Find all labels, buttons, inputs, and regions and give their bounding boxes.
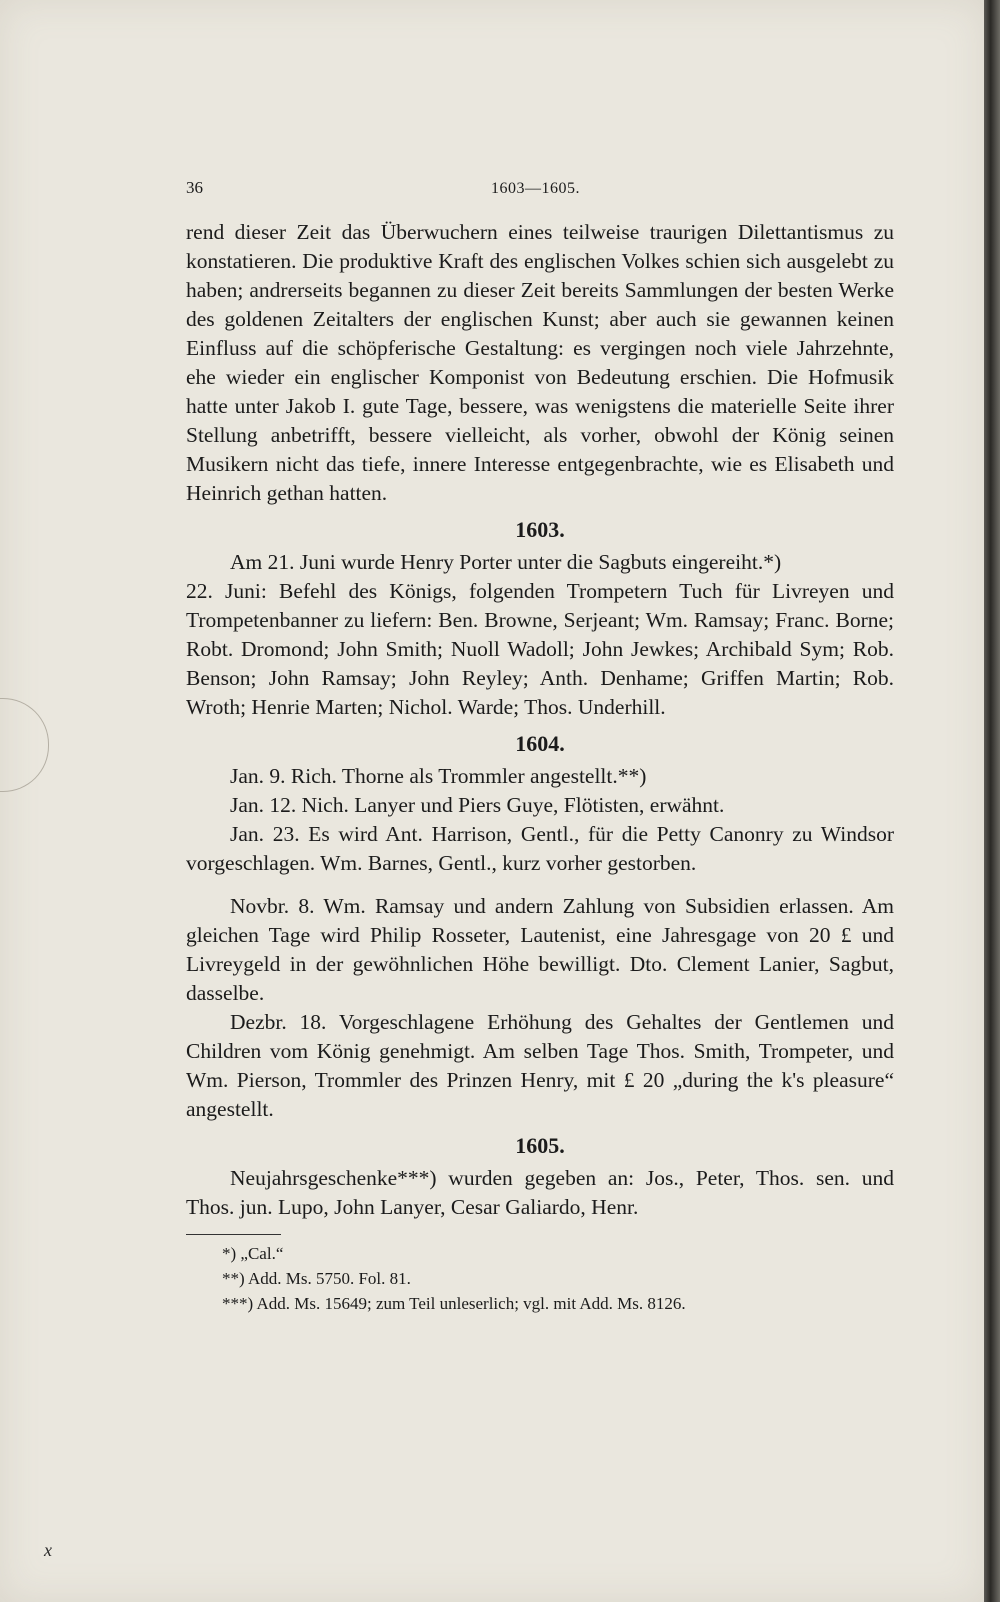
book-edge [984,0,1000,1602]
year-heading-1604: 1604. [515,731,565,756]
entry-1604-1: Jan. 9. Rich. Thorne als Trommler angestellt.**) [230,764,647,788]
footnote-rule [186,1234,281,1235]
page-number: 36 [186,178,203,197]
year-heading-1603: 1603. [515,517,565,542]
footnote-1: *) „Cal.“ [222,1244,284,1263]
entry-1604-4: Novbr. 8. Wm. Ramsay und andern Zahlung von Subsidien erlassen. Am gleichen Tage wird Philip Rosseter, Lautenist, eine Jahresgage von 20 £ und Livreygeld in der gewöhnlichen Höhe bewilligt. Dto. Clement Lanier, Sagbut, dasselbe. [186,894,894,1005]
page-content [186,178,894,1316]
entry-1604-5: Dezbr. 18. Vorgeschlagene Erhöhung des Gehaltes der Gentlemen und Children vom König genehmigt. Am selben Tage Thos. Smith, Trompeter, und Wm. Pierson, Trommler des Prinzen Henry, mit £ 20 „during the k's pleasure“ angestellt. [186,1010,894,1121]
page-tab-outline [0,698,49,792]
entry-1603-1: Am 21. Juni wurde Henry Porter unter die Sagbuts eingereiht.*) [230,550,782,574]
footnotes [186,1241,894,1316]
footnote-2: **) Add. Ms. 5750. Fol. 81. [222,1269,411,1288]
page-header [186,178,894,218]
intro-paragraph: rend dieser Zeit das Überwuchern eines teilweise traurigen Dilettantismus zu konstatieren. Die produktive Kraft des englischen Volkes schien sich ausgelebt zu haben; andrerseits begannen zu dieser Zeit bereits Sammlungen der besten Werke des goldenen Zeitalters der englischen Kunst; aber auch sie gewannen keinen Einfluss auf die schöpferische Gestaltung: es vergingen noch viele Jahrzehnte, ehe wieder ein englischer Komponist von Bedeutung erschien. Die Hofmusik hatte unter Jakob I. gute Tage, bessere, was wenigstens die materielle Seite ihrer Stellung anbetrifft, bessere vielleicht, als vorher, obwohl der König seinen Musikern nicht das tiefe, innere Interesse entgegenbrachte, wie es Elisabeth und Heinrich gethan hatten. [186,220,894,505]
entry-1603-2: 22. Juni: Befehl des Königs, folgenden Trompetern Tuch für Livreyen und Trompetenbanner zu liefern: Ben. Browne, Serjeant; Wm. Ramsay; Franc. Borne; Robt. Dromond; John Smith; Nuoll Wadoll; John Jewkes; Archibald Sym; Rob. Benson; John Ramsay; John Reyley; Anth. Denhame; Griffen Martin; Rob. Wroth; Henrie Marten; Nichol. Warde; Thos. Underhill. [186,579,894,719]
entry-1604-3: Jan. 23. Es wird Ant. Harrison, Gentl., für die Petty Canonry zu Windsor vorgeschlagen. Wm. Barnes, Gentl., kurz vorher gestorben. [186,822,894,875]
entry-1605-1: Neujahrsgeschenke***) wurden gegeben an: Jos., Peter, Thos. sen. und Thos. jun. Lupo, John Lanyer, Cesar Galiardo, Henr. [186,1166,894,1219]
entry-1604-2: Jan. 12. Nich. Lanyer und Piers Guye, Flötisten, erwähnt. [230,793,725,817]
footnote-3: ***) Add. Ms. 15649; zum Teil unleserlich; vgl. mit Add. Ms. 8126. [222,1294,686,1313]
margin-mark: x [44,1540,52,1560]
year-heading-1605: 1605. [515,1133,565,1158]
running-head: 1603—1605. [491,180,580,197]
